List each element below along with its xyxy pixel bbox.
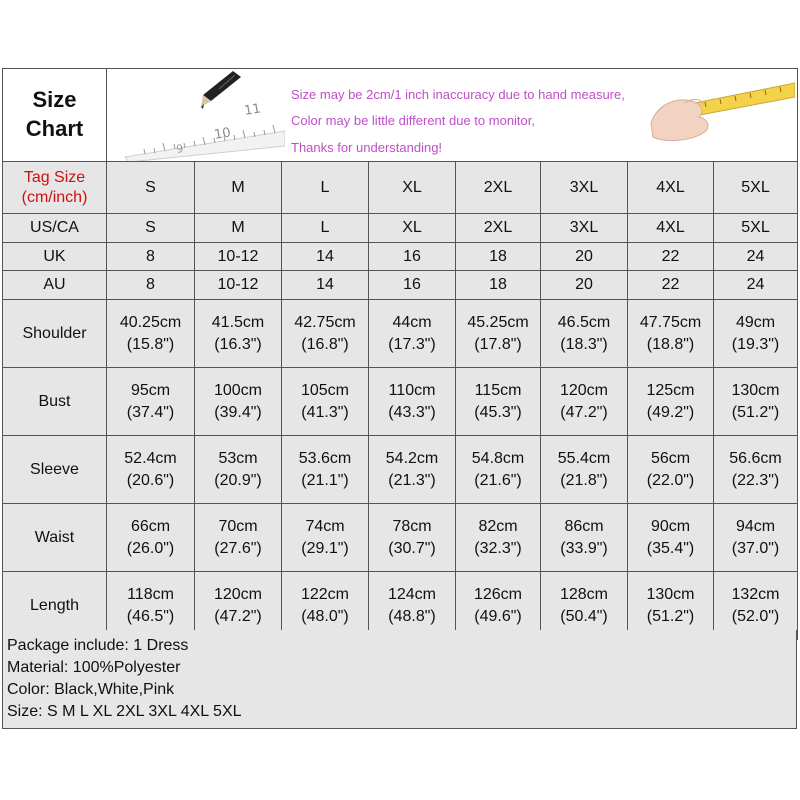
- size-value: 4XL: [628, 214, 714, 243]
- measurement-value: 82cm (32.3"): [456, 504, 541, 572]
- svg-text:9: 9: [175, 141, 185, 156]
- package-include-text: Package include: 1 Dress: [7, 637, 189, 654]
- color-text: Color: Black,White,Pink: [7, 681, 175, 698]
- measurement-value: 66cm (26.0"): [107, 504, 195, 572]
- measurement-label: Bust: [3, 368, 107, 436]
- tag-size-l: L: [282, 162, 369, 214]
- measurement-value: 90cm (35.4"): [628, 504, 714, 572]
- tag-size-4xl: 4XL: [628, 162, 714, 214]
- measurement-value: 74cm (29.1"): [282, 504, 369, 572]
- size-chart-table: [2, 68, 798, 640]
- disclaimer-line-1: Size may be 2cm/1 inch inaccuracy due to hand measure,: [291, 87, 625, 102]
- hand-tape-measure-illustration: [645, 75, 795, 145]
- measurement-value: 55.4cm (21.8"): [541, 436, 628, 504]
- measurement-value: 45.25cm (17.8"): [456, 300, 541, 368]
- size-list-text: Size: S M L XL 2XL 3XL 4XL 5XL: [7, 703, 242, 720]
- size-value: 16: [369, 271, 456, 300]
- size-value: L: [282, 214, 369, 243]
- size-value: 10-12: [195, 271, 282, 300]
- tag-size-label: Tag Size (cm/inch): [3, 162, 107, 214]
- measurement-value: 54.8cm (21.6"): [456, 436, 541, 504]
- measurement-value: 110cm (43.3"): [369, 368, 456, 436]
- measurement-value: 132cm (52.0"): [714, 572, 798, 640]
- measurement-value: 56.6cm (22.3"): [714, 436, 798, 504]
- measurement-value: 40.25cm (15.8"): [107, 300, 195, 368]
- measurement-value: 41.5cm (16.3"): [195, 300, 282, 368]
- measurement-value: 130cm (51.2"): [628, 572, 714, 640]
- shoulder-row: [3, 300, 798, 368]
- measurement-value: 52.4cm (20.6"): [107, 436, 195, 504]
- product-details: [2, 630, 797, 729]
- measurement-label: Sleeve: [3, 436, 107, 504]
- tag-size-s: S: [107, 162, 195, 214]
- size-value: 22: [628, 243, 714, 271]
- measurement-value: 46.5cm (18.3"): [541, 300, 628, 368]
- bust-row: [3, 368, 798, 436]
- header-row: [3, 69, 798, 162]
- size-value: 18: [456, 243, 541, 271]
- measurement-value: 53.6cm (21.1"): [282, 436, 369, 504]
- measurement-value: 100cm (39.4"): [195, 368, 282, 436]
- tag-size-5xl: 5XL: [714, 162, 798, 214]
- measurement-value: 70cm (27.6"): [195, 504, 282, 572]
- measurement-value: 95cm (37.4"): [107, 368, 195, 436]
- size-value: 24: [714, 271, 798, 300]
- measurement-value: 126cm (49.6"): [456, 572, 541, 640]
- tag-size-xl: XL: [369, 162, 456, 214]
- measurement-value: 115cm (45.3"): [456, 368, 541, 436]
- svg-text:11: 11: [243, 101, 262, 119]
- measurement-value: 53cm (20.9"): [195, 436, 282, 504]
- size-value: 5XL: [714, 214, 798, 243]
- row-label: AU: [3, 271, 107, 300]
- size-value: 20: [541, 243, 628, 271]
- sleeve-row: [3, 436, 798, 504]
- measurement-value: 124cm (48.8"): [369, 572, 456, 640]
- size-value: 20: [541, 271, 628, 300]
- measurement-value: 56cm (22.0"): [628, 436, 714, 504]
- measurement-label: Shoulder: [3, 300, 107, 368]
- tag-size-m: M: [195, 162, 282, 214]
- tag-size-2xl: 2XL: [456, 162, 541, 214]
- size-value: XL: [369, 214, 456, 243]
- measurement-value: 120cm (47.2"): [541, 368, 628, 436]
- waist-row: [3, 504, 798, 572]
- size-value: 3XL: [541, 214, 628, 243]
- disclaimer-banner: [107, 69, 798, 162]
- size-value: 22: [628, 271, 714, 300]
- size-value: 8: [107, 271, 195, 300]
- size-value: 10-12: [195, 243, 282, 271]
- disclaimer-line-2: Color may be little different due to monitor,: [291, 113, 535, 128]
- measurement-value: 105cm (41.3"): [282, 368, 369, 436]
- measurement-value: 125cm (49.2"): [628, 368, 714, 436]
- size-value: S: [107, 214, 195, 243]
- measurement-value: 120cm (47.2"): [195, 572, 282, 640]
- size-value: M: [195, 214, 282, 243]
- measurement-label: Waist: [3, 504, 107, 572]
- size-value: 14: [282, 243, 369, 271]
- measurement-value: 94cm (37.0"): [714, 504, 798, 572]
- material-text: Material: 100%Polyester: [7, 659, 181, 676]
- size-value: 2XL: [456, 214, 541, 243]
- size-value: 24: [714, 243, 798, 271]
- row-label: US/CA: [3, 214, 107, 243]
- size-chart-title: Size Chart: [3, 69, 107, 162]
- measurement-value: 130cm (51.2"): [714, 368, 798, 436]
- row-label: UK: [3, 243, 107, 271]
- measurement-value: 47.75cm (18.8"): [628, 300, 714, 368]
- measurement-value: 86cm (33.9"): [541, 504, 628, 572]
- uk-row: [3, 243, 798, 271]
- size-value: 8: [107, 243, 195, 271]
- size-value: 14: [282, 271, 369, 300]
- measurement-value: 44cm (17.3"): [369, 300, 456, 368]
- measurement-value: 42.75cm (16.8"): [282, 300, 369, 368]
- tag-size-row: [3, 162, 798, 214]
- au-row: [3, 271, 798, 300]
- measurement-value: 128cm (50.4"): [541, 572, 628, 640]
- measurement-label: Length: [3, 572, 107, 640]
- measurement-value: 54.2cm (21.3"): [369, 436, 456, 504]
- size-value: 16: [369, 243, 456, 271]
- disclaimer-line-3: Thanks for understanding!: [291, 140, 443, 155]
- svg-text:10: 10: [213, 125, 232, 143]
- tag-size-3xl: 3XL: [541, 162, 628, 214]
- pencil-ruler-illustration: [115, 69, 285, 162]
- measurement-value: 49cm (19.3"): [714, 300, 798, 368]
- measurement-value: 78cm (30.7"): [369, 504, 456, 572]
- measurement-value: 122cm (48.0"): [282, 572, 369, 640]
- us-ca-row: [3, 214, 798, 243]
- measurement-value: 118cm (46.5"): [107, 572, 195, 640]
- size-value: 18: [456, 271, 541, 300]
